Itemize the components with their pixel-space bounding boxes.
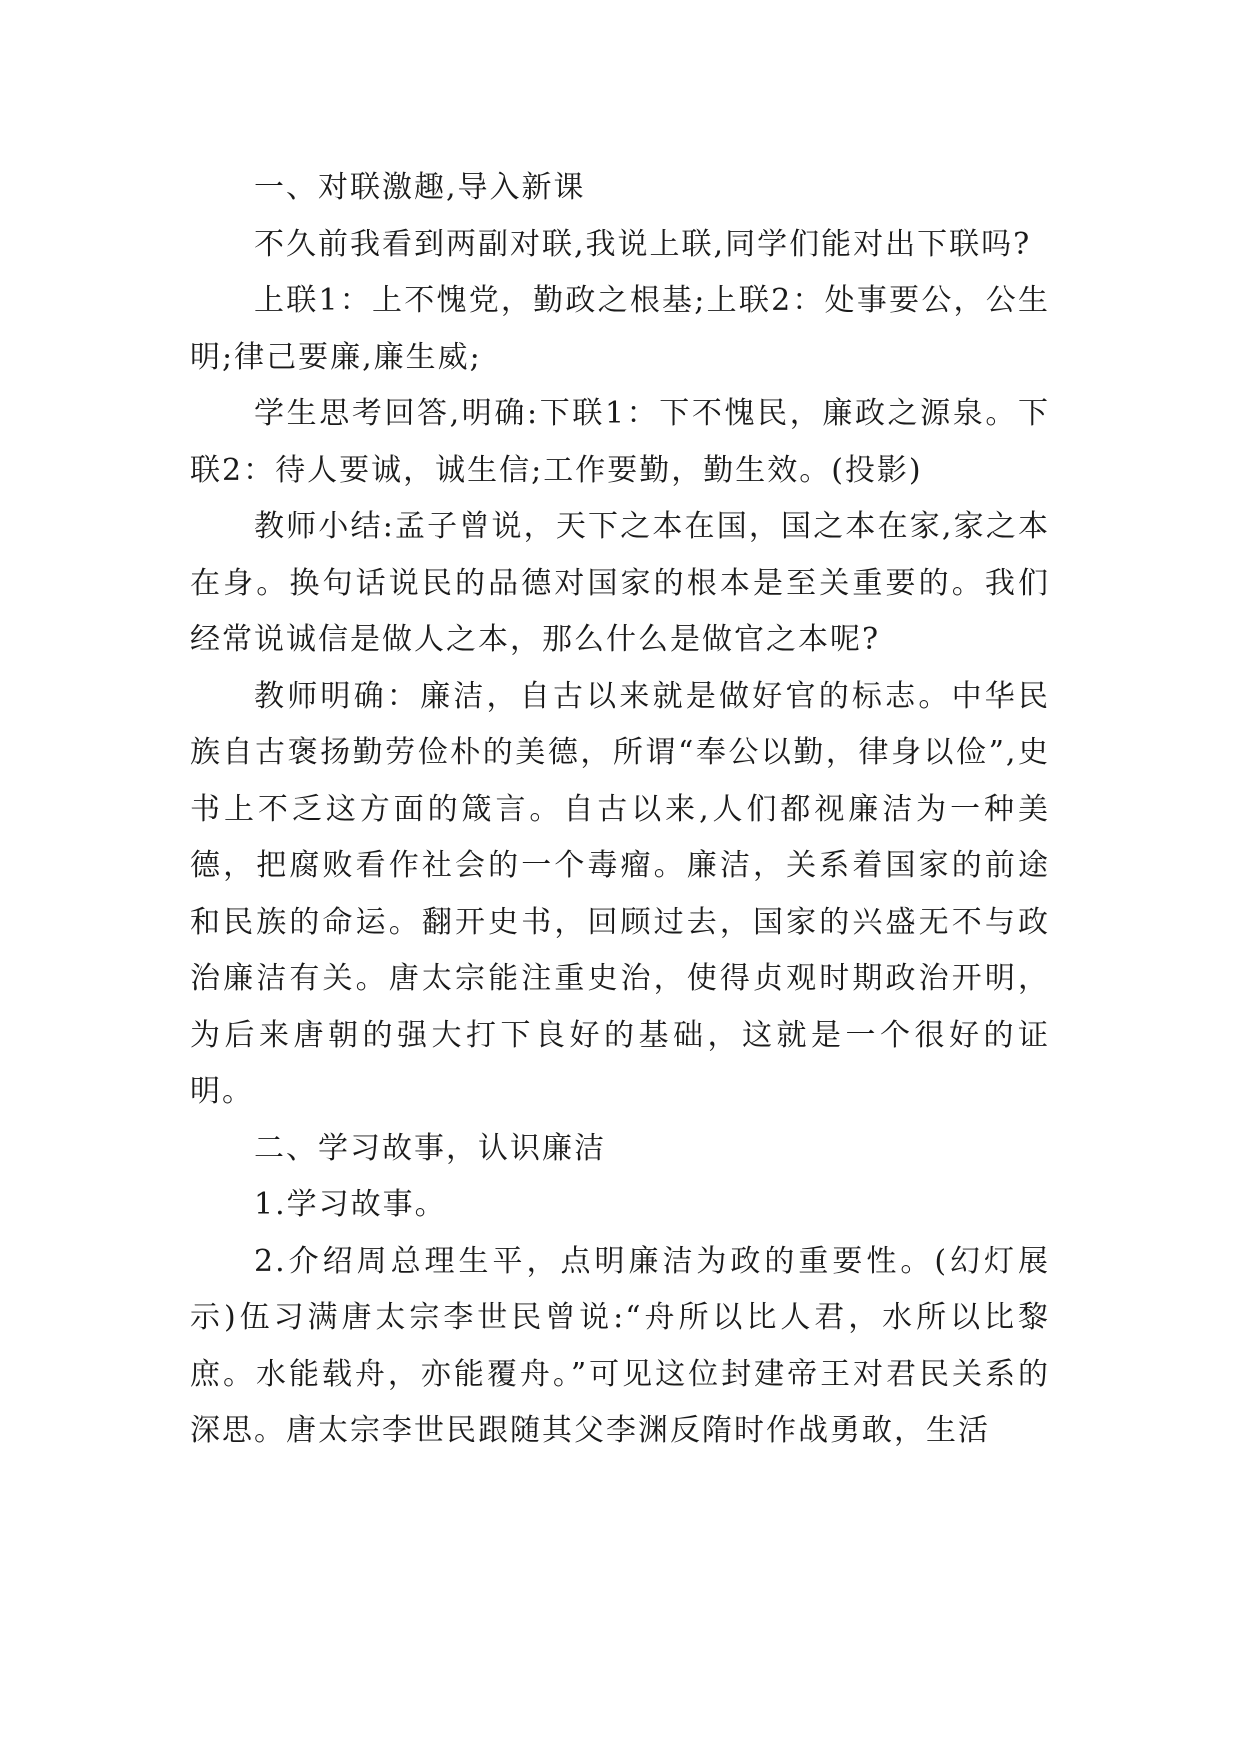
list-item-2: 2.介绍周总理生平，点明廉洁为政的重要性。(幻灯展示)伍习满唐太宗李世民曾说:“舟所以比人君，水所以比黎庶。水能载舟，亦能覆舟。”可见这位封建帝王对君民关系的深思。唐太宗李世民跟随其父李渊反隋时作战勇敢，生活 <box>190 1243 1050 1448</box>
paragraph-teacher-clarify: 教师明确：廉洁，自古以来就是做好官的标志。中华民族自古褒扬勤劳俭朴的美德，所谓“奉公以勤，律身以俭”,史书上不乏这方面的箴言。自古以来,人们都视廉洁为一种美德，把腐败看作社会的一个毒瘤。廉洁，关系着国家的前途和民族的命运。翻开史书，回顾过去，国家的兴盛无不与政治廉洁有关。唐太宗能注重史治，使得贞观时期政治开明，为后来唐朝的强大打下良好的基础，这就是一个很好的证明。 <box>190 678 1050 1109</box>
section-heading-2: 二、学习故事，认识廉洁 <box>254 1130 606 1166</box>
paragraph-intro: 不久前我看到两副对联,我说上联,同学们能对出下联吗? <box>254 226 1032 262</box>
document-body <box>190 160 1050 1460</box>
paragraph-upper-couplets: 上联1：上不愧党，勤政之根基;上联2：处事要公，公生明;律己要廉,廉生威; <box>190 283 1050 375</box>
list-item-1: 1.学习故事。 <box>254 1187 447 1222</box>
section-heading-1: 一、对联激趣,导入新课 <box>254 170 586 205</box>
paragraph-lower-couplets: 学生思考回答,明确:下联1：下不愧民，廉政之源泉。下联2：待人要诚，诚生信;工作要勤，勤生效。(投影) <box>190 396 1050 488</box>
paragraph-teacher-summary: 教师小结:孟子曾说，天下之本在国，国之本在家,家之本在身。换句话说民的品德对国家的根本是至关重要的。我们经常说诚信是做人之本，那么什么是做官之本呢? <box>190 509 1050 657</box>
